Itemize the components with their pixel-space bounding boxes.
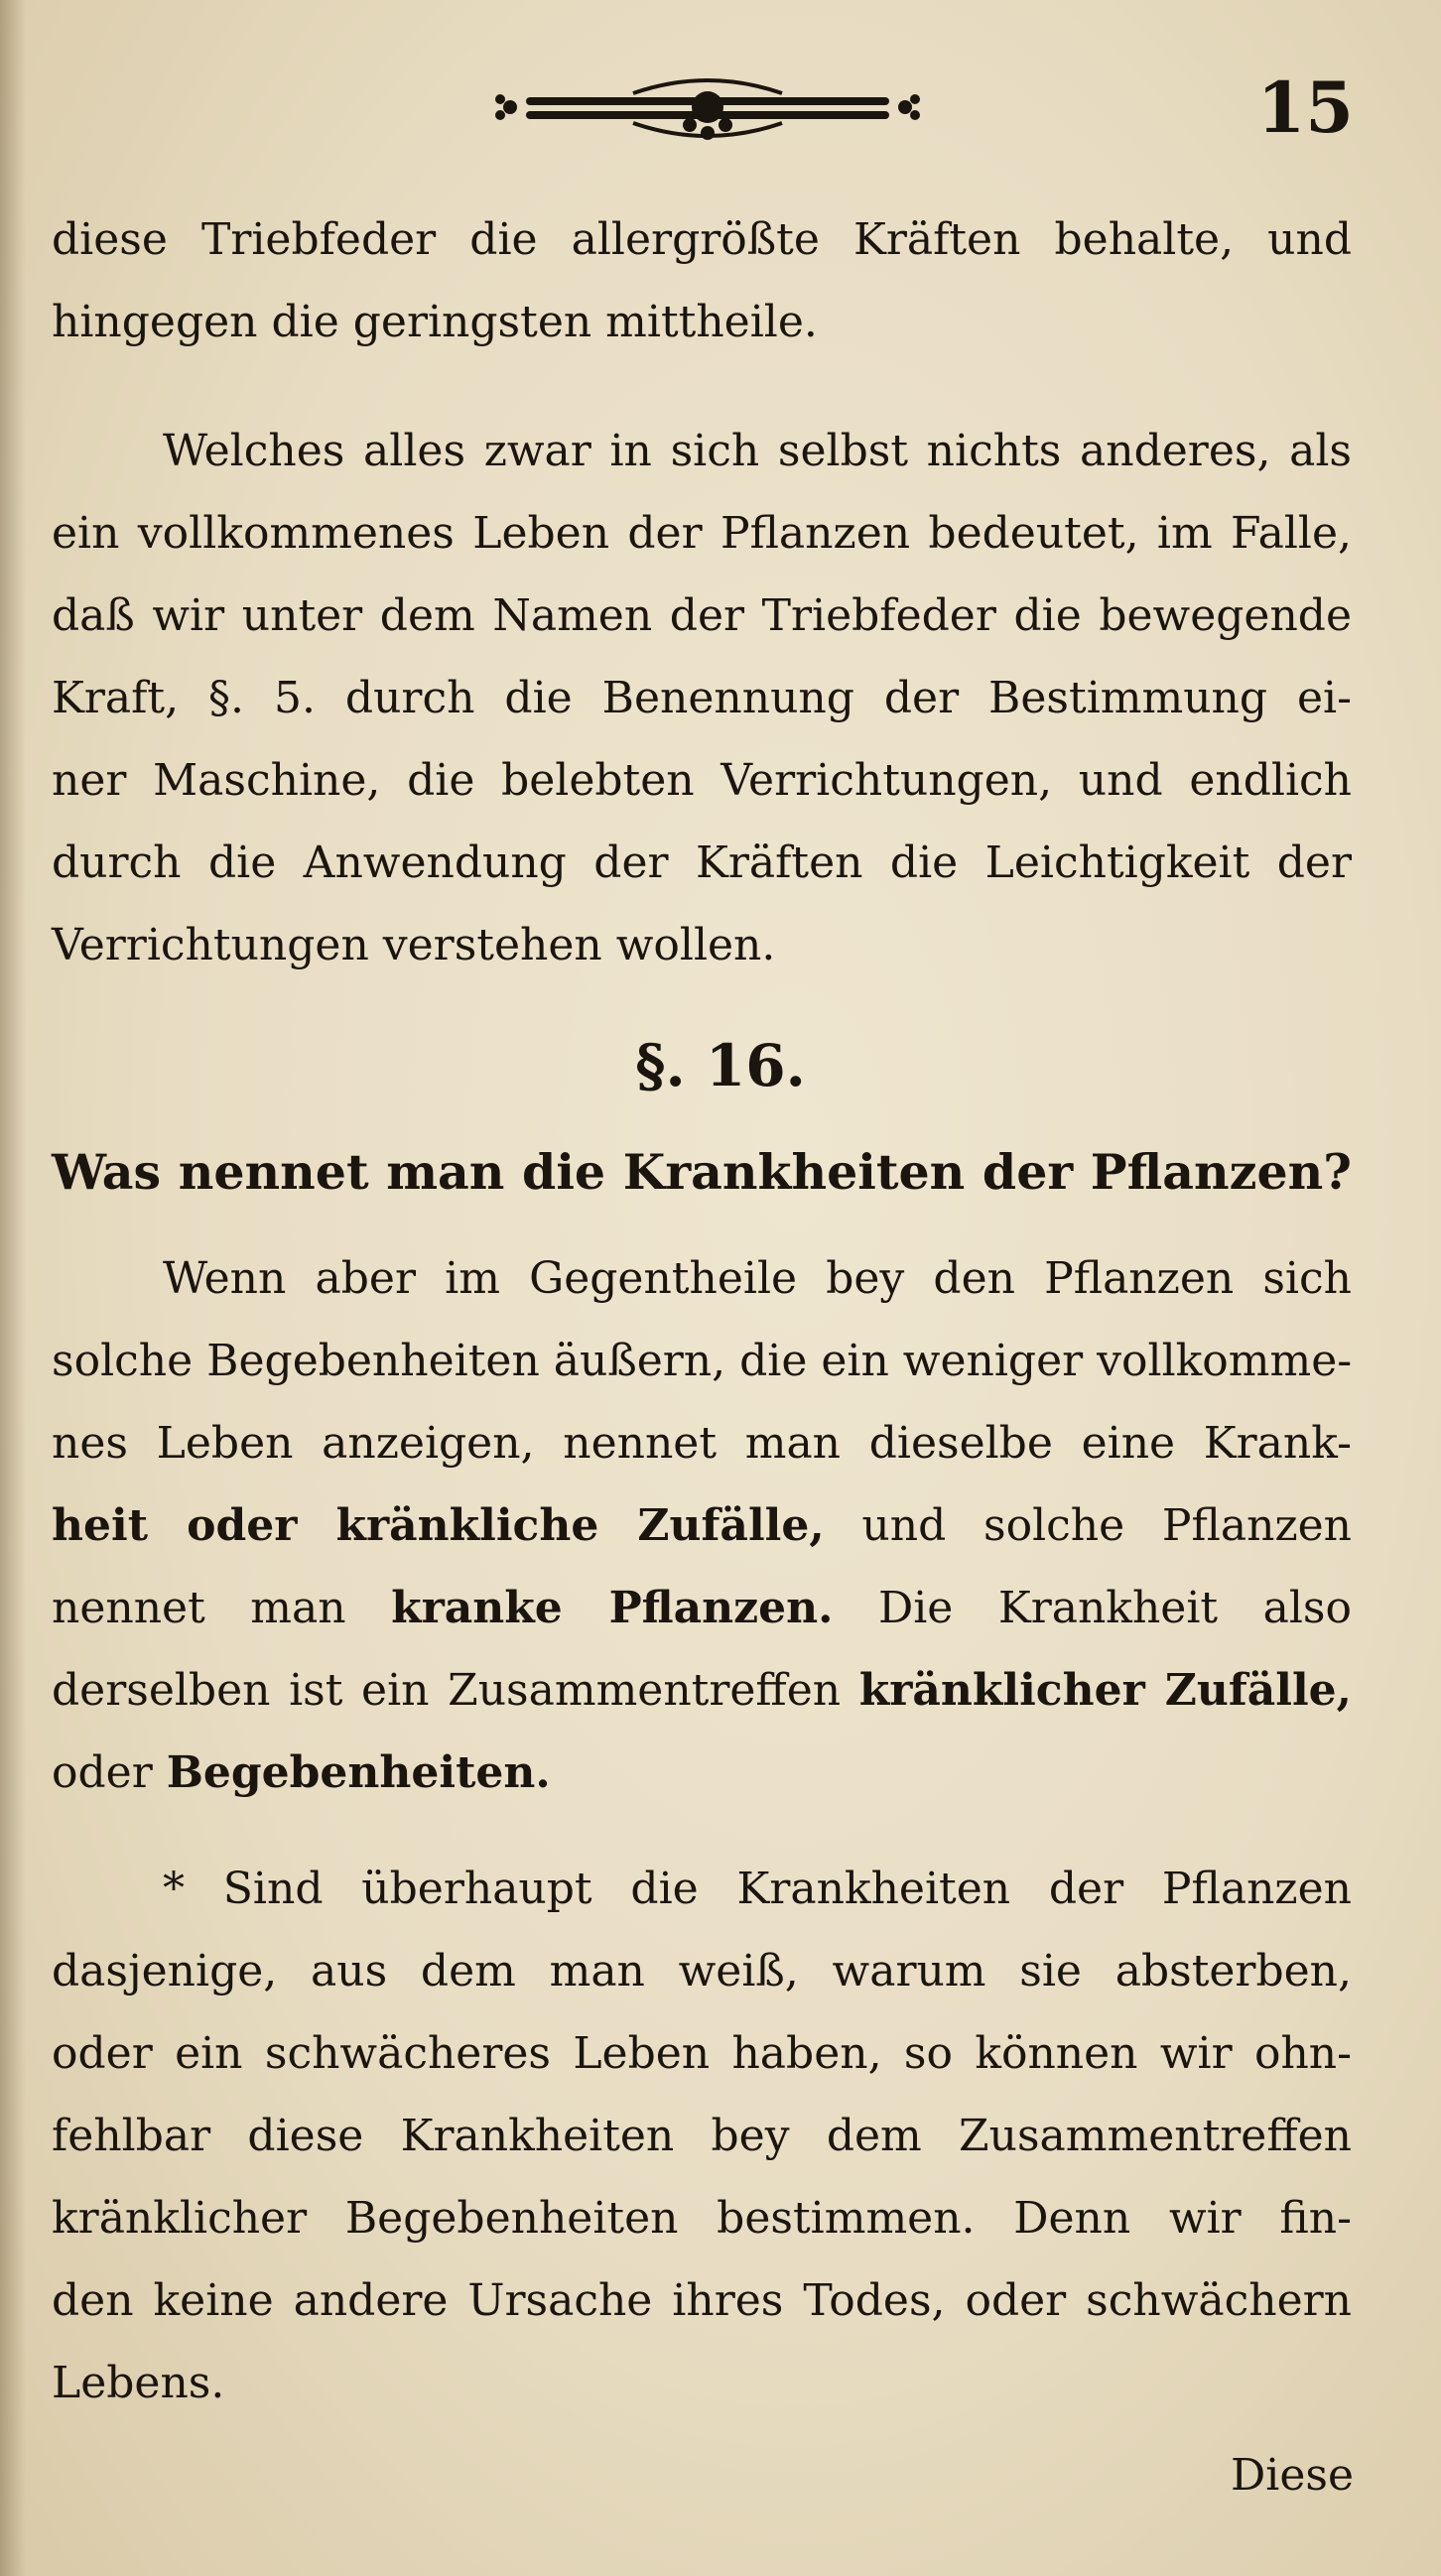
text-line: * Sind überhaupt die Krankheiten der Pflanzen — [163, 1864, 1352, 1914]
text-line — [52, 1649, 1352, 1732]
section-number: §. 16. — [635, 1032, 806, 1099]
paragraph-continuation — [52, 198, 1352, 363]
text-line: den keine andere Ursache ihres Todes, oder schwächern — [52, 2275, 1352, 2326]
text-line: Kraft, §. 5. durch die Benennung der Bestimmung ei- — [52, 673, 1352, 723]
scroll-ornament-icon — [484, 73, 931, 153]
text-line: Welches alles zwar in sich selbst nichts anderes, als — [163, 426, 1352, 476]
gutter-shadow — [0, 0, 26, 2576]
text-line: kränklicher Begebenheiten bestimmen. Denn wir fin- — [52, 2193, 1352, 2244]
text-segment: derselben ist ein Zusammentreffen — [52, 1665, 859, 1716]
text-segment: und solche Pflanzen — [824, 1500, 1352, 1551]
paragraph-remark — [52, 1848, 1352, 2424]
emphasis-term: kränklicher Zufälle, — [858, 1665, 1352, 1716]
text-line: ein vollkommenes Leben der Pflanzen bedeutet, im Falle, — [52, 508, 1352, 559]
emphasis-term: Begebenheiten. — [166, 1747, 551, 1798]
text-segment: Die Krankheit also — [833, 1583, 1352, 1633]
text-line: Lebens. — [52, 2358, 225, 2408]
text-line: Wenn aber im Gegentheile bey den Pflanzen sich — [163, 1253, 1352, 1304]
text-segment: nennet man — [52, 1583, 392, 1633]
text-line — [52, 1732, 1352, 1814]
emphasis-term: heit oder kränkliche Zufälle, — [52, 1500, 825, 1551]
text-line: dasjenige, aus dem man weiß, warum sie absterben, — [52, 1946, 1352, 1996]
text-line: ner Maschine, die belebten Verrichtungen, und endlich — [52, 755, 1352, 806]
text-line: oder ein schwächeres Leben haben, so können wir ohn- — [52, 2028, 1352, 2079]
text-line: fehlbar diese Krankheiten bey dem Zusammentreffen — [52, 2111, 1352, 2161]
text-line: solche Begebenheiten äußern, die ein weniger vollkomme- — [52, 1336, 1353, 1386]
catchword: Diese — [1230, 2450, 1354, 2501]
text-line: hingegen die geringsten mittheile. — [52, 297, 818, 347]
text-line: nes Leben anzeigen, nennet man dieselbe eine Krank- — [52, 1418, 1352, 1469]
text-line: Verrichtungen verstehen wollen. — [52, 920, 776, 970]
emphasis-term: kranke Pflanzen. — [391, 1583, 834, 1633]
text-line: diese Triebfeder die allergrößte Kräften behalte, und — [52, 214, 1352, 265]
text-line — [52, 1484, 1352, 1567]
page-number: 15 — [1256, 66, 1354, 149]
paragraph-definition-disease — [52, 1237, 1352, 1814]
paragraph-life-of-plants — [52, 410, 1352, 986]
section-heading: Was nennet man die Krankheiten der Pflanzen? — [52, 1143, 1352, 1201]
text-segment: oder — [52, 1747, 167, 1798]
text-line: daß wir unter dem Namen der Triebfeder die bewegende — [52, 590, 1352, 641]
text-line — [52, 1567, 1352, 1649]
text-line: durch die Anwendung der Kräften die Leichtigkeit der — [52, 837, 1352, 888]
